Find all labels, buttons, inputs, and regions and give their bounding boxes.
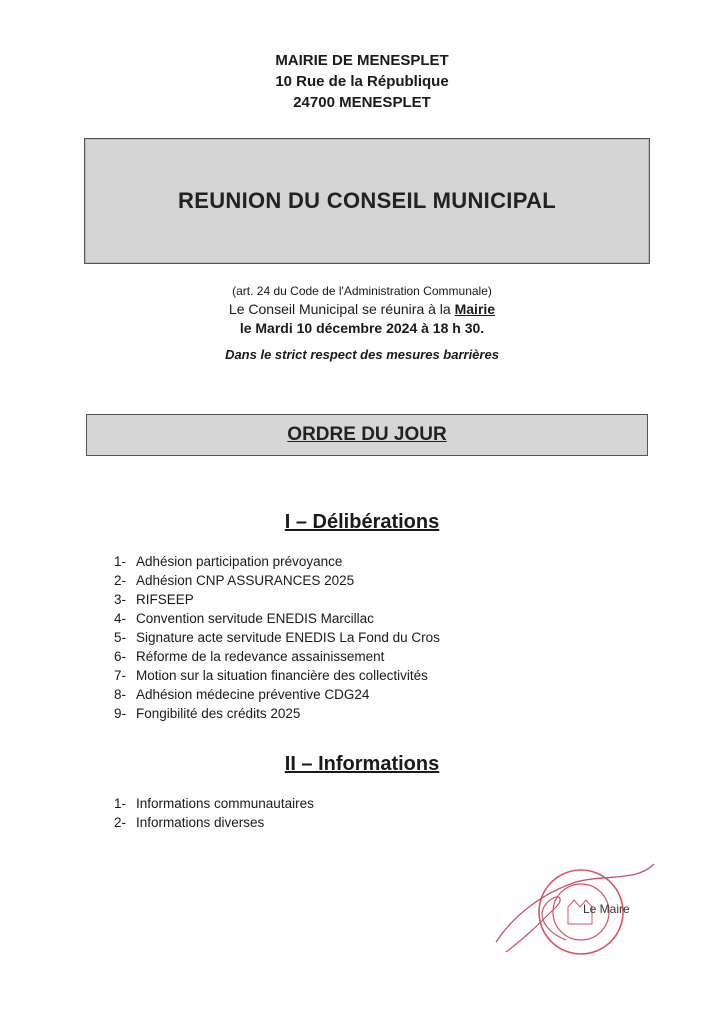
- list-item: 7- Motion sur la situation financière des collectivités: [114, 668, 428, 683]
- list-item: 1- Adhésion participation prévoyance: [114, 554, 343, 569]
- informations-list: [114, 794, 314, 832]
- header-line-2: 10 Rue de la République: [275, 73, 449, 90]
- deliberations-list: [114, 552, 440, 723]
- list-item: 2- Informations diverses: [114, 815, 265, 830]
- informations-title: II – Informations: [284, 753, 440, 775]
- agenda-title-box: [86, 414, 648, 456]
- list-item: 9- Fongibilité des crédits 2025: [114, 706, 301, 721]
- header-line-3: 24700 MENESPLET: [293, 94, 431, 111]
- agenda-title: ORDRE DU JOUR: [287, 424, 447, 445]
- deliberations-title: I – Délibérations: [284, 511, 440, 533]
- signature-flourish: [506, 897, 566, 952]
- list-item: 6- Réforme de la redevance assainissement: [114, 649, 385, 664]
- meeting-place-line: [0, 300, 724, 319]
- article-reference: (art. 24 du Code de l'Administration Communale): [232, 284, 492, 298]
- mairie-header: [0, 50, 724, 113]
- list-item: 2- Adhésion CNP ASSURANCES 2025: [114, 573, 355, 588]
- list-item: 3- RIFSEEP: [114, 592, 194, 607]
- list-item: 8- Adhésion médecine préventive CDG24: [114, 687, 370, 702]
- title-box: [84, 138, 650, 264]
- signature-stroke: [496, 864, 654, 942]
- meeting-info: [0, 282, 724, 338]
- barrier-note: Dans le strict respect des mesures barrières: [225, 347, 499, 362]
- meeting-place: Mairie: [454, 301, 496, 317]
- list-item: 5- Signature acte servitude ENEDIS La Fond du Cros: [114, 630, 440, 645]
- meeting-place-prefix: Le Conseil Municipal se réunira à la: [228, 301, 455, 317]
- page-title: REUNION DU CONSEIL MUNICIPAL: [178, 188, 556, 213]
- list-item: 1- Informations communautaires: [114, 796, 314, 811]
- mayor-stamp-signature: [486, 852, 666, 982]
- signature-label: Le Maire: [583, 902, 630, 916]
- meeting-date: le Mardi 10 décembre 2024 à 18 h 30.: [239, 320, 485, 336]
- header-line-1: MAIRIE DE MENESPLET: [275, 52, 449, 69]
- list-item: 4- Convention servitude ENEDIS Marcillac: [114, 611, 374, 626]
